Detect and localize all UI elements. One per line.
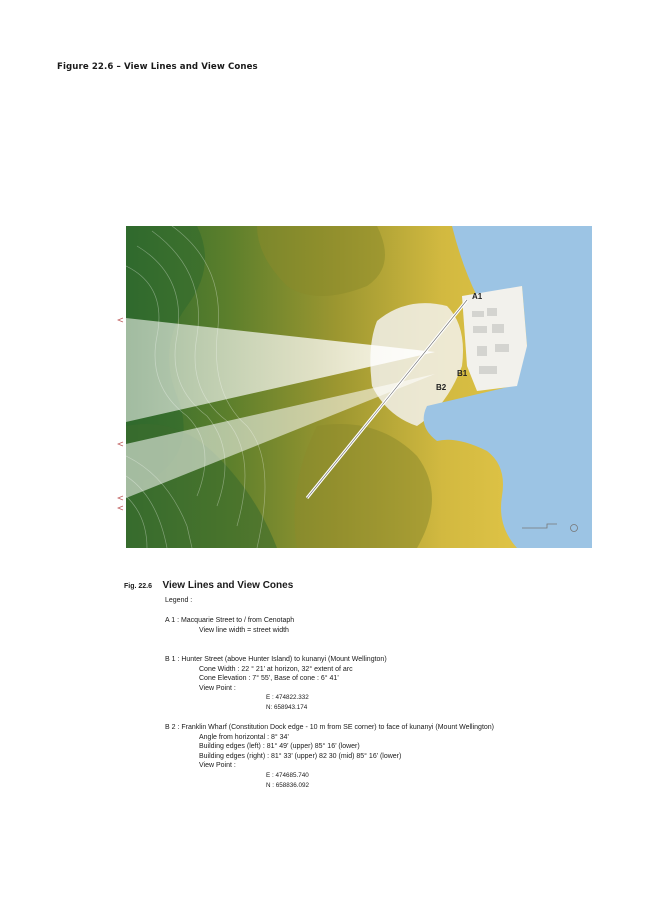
- legend-heading: Legend :: [165, 597, 193, 604]
- legend-b1-cone-width: Cone Width : 22 ° 21’ at horizon, 32° extent of arc: [199, 665, 353, 673]
- legend-b1-cone-elevation: Cone Elevation : 7° 55’, Base of cone : 6° 41’: [199, 675, 339, 683]
- legend-b2-northing: N : 658836.092: [266, 781, 310, 789]
- map-label-b1: B1: [457, 369, 468, 378]
- legend-a1-line: A 1 : Macquarie Street to / from Cenotaph: [165, 617, 295, 624]
- legend-b2-edges-right: Building edges (right) : 81° 33’ (upper) 82 30 (mid) 85° 16’ (lower): [199, 752, 402, 760]
- legend-b2-view-point: View Point :: [199, 762, 236, 770]
- legend-a1-width: View line width = street width: [199, 626, 289, 634]
- legend-title: [165, 596, 192, 606]
- edge-arrows: [118, 318, 123, 510]
- legend-b2-line: B 2 : Franklin Wharf (Constitution Dock edge - 10 m from SE corner) to face of kunanyi (Mount Wellington): [165, 724, 495, 731]
- legend-block-a1: [165, 616, 294, 635]
- wharf-area: [462, 286, 527, 391]
- map-label-a1: A1: [472, 292, 483, 301]
- legend-b1-view-point: View Point :: [199, 684, 236, 692]
- view-lines-map: [117, 226, 592, 548]
- figure-title: View Lines and View Cones: [162, 580, 294, 591]
- legend-b2-edges-left: Building edges (left) : 81° 49’ (upper) 85° 16’ (lower): [199, 743, 360, 751]
- legend-block-b2: [165, 723, 494, 790]
- legend-b1-northing: N: 658943.174: [266, 703, 308, 711]
- legend-b1-line: B 1 : Hunter Street (above Hunter Island) to kunanyi (Mount Wellington): [165, 656, 387, 663]
- legend-b2-angle: Angle from horizontal : 8° 34’: [199, 733, 289, 741]
- legend-block-b1: [165, 655, 387, 713]
- legend-b1-easting: E : 474822.332: [266, 694, 309, 702]
- legend-b2-easting: E : 474685.740: [266, 771, 309, 779]
- figure-number: Fig. 22.6: [124, 583, 153, 590]
- map-label-b2: B2: [436, 383, 447, 392]
- figure-caption: [124, 575, 293, 593]
- page-heading: Figure 22.6 – View Lines and View Cones: [57, 62, 258, 72]
